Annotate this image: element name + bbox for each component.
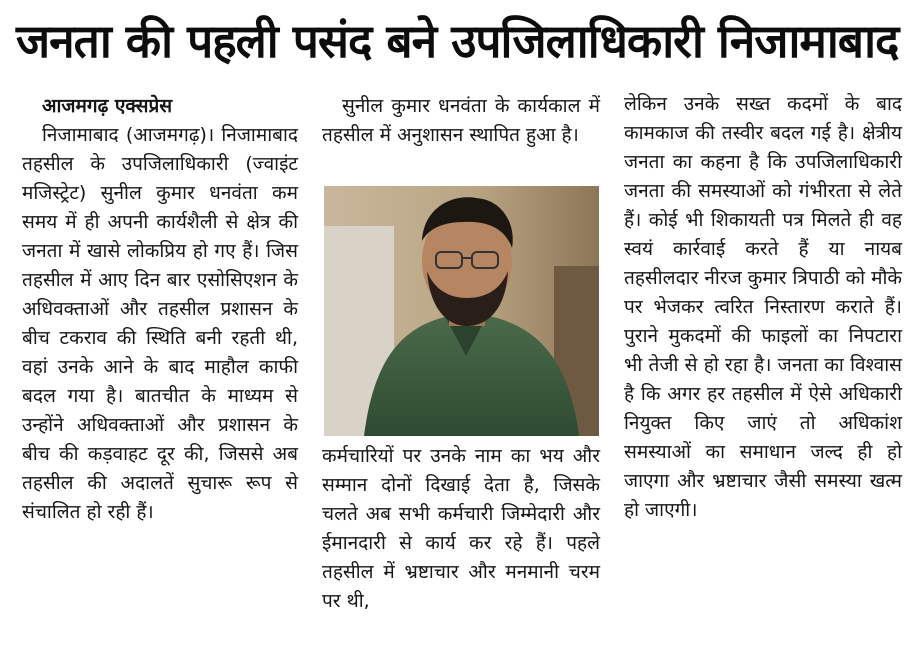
column-3-text: लेकिन उनके सख्त कदमों के बाद कामकाज की तस्वीर बदल गई है। क्षेत्रीय जनता का कहना है कि उपजिलाधिकारी जनता की समस्याओं को गंभीरता से लेते हैं। कोई भी शिकायती पत्र मिलते ही वह स्वयं कार्रवाई करते हैं या नायब तहसीलदार नीरज कुमार त्रिपाठी को मौके पर भेजकर त्वरित निस्तारण कराते हैं। पुराने मुकदमों की फाइलों का निपटारा भी तेजी से हो रहा है। जनता का विश्वास है कि अगर हर तहसील में ऐसे अधिकारी नियुक्त किए जाएं तो अधिकांश समस्याओं का समाधान जल्द ही हो जाएगा और भ्रष्टाचार जैसी समस्या खत्म हो जाएगी।: [624, 93, 902, 521]
column-1-text: निजामाबाद (आजमगढ़)। निजामाबाद तहसील के उपजिलाधिकारी (ज्वाइंट मजिस्ट्रेट) सुनील कुमार धनवंता कम समय में ही अपनी कार्यशैली से क्षेत्र की जनता में खासे लोकप्रिय हो गए हैं। जिस तहसील में आए दिन बार एसोसिएशन के अधिवक्ताओं और तहसील प्रशासन के बीच टकराव की स्थिति बनी रहती थी, वहां उनके आने के बाद माहौल काफी बदल गया है। बातचीत के माध्यम से उन्होंने अधिवक्ताओं और प्रशासन के बीच की कड़वाहट दूर की, जिससे अब तहसील की अदालतें सुचारू रूप से संचालित हो रही हैं।: [22, 124, 298, 523]
article-column-2-top: [322, 92, 600, 150]
article-column-1: [22, 92, 298, 527]
byline: आजमगढ़ एक्सप्रेस: [42, 95, 173, 117]
official-photo-illustration: [324, 186, 599, 436]
column-2-top-text: सुनील कुमार धनवंता के कार्यकाल में तहसील में अनुशासन स्थापित हुआ है।: [322, 95, 600, 146]
article-column-2-bottom: [322, 442, 600, 616]
headline: जनता की पहली पसंद बने उपजिलाधिकारी निजामाबाद: [16, 14, 899, 68]
column-2-bottom-text: कर्मचारियों पर उनके नाम का भय और सम्मान दोनों दिखाई देता है, जिसके चलते अब सभी कर्मचारी जिम्मेदारी और ईमानदारी से कार्य कर रहे हैं। पहले तहसील में भ्रष्टाचार और मनमानी चरम पर थी,: [322, 445, 600, 612]
official-photo: [324, 186, 599, 436]
article-column-3: [624, 90, 902, 525]
